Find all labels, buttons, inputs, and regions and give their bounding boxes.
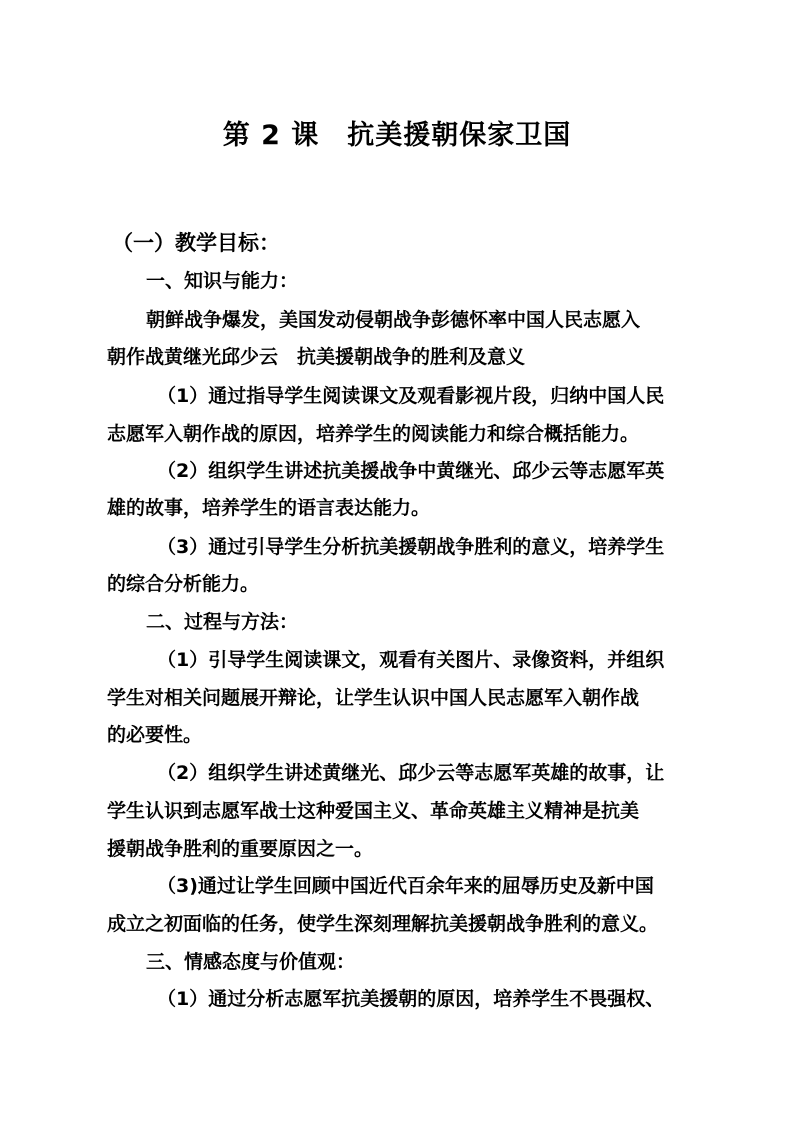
list-item-line: （1）引导学生阅读课文，观看有关图片、录像资料，并组织 [157,649,665,671]
paragraph-line: 援朝战争胜利的重要原因之一。 [107,838,374,860]
paragraph-line: 成立之初面临的任务，使学生深刻理解抗美援朝战争胜利的意义。 [107,913,659,935]
list-item-line: （3)通过让学生回顾中国近代百余年来的屈辱历史及新中国 [157,875,654,897]
page-title: 第 2 课 抗美援朝保家卫国 [222,120,572,151]
paragraph-line: 朝作战黄继光邱少云 抗美援朝战争的胜利及意义 [107,346,526,368]
list-item-line: （2）组织学生讲述黄继光、邱少云等志愿军英雄的故事，让 [157,762,665,784]
list-item-line: （2）组织学生讲述抗美援战争中黄继光、邱少云等志愿军英 [157,460,665,482]
subheading-process-method: 二、过程与方法： [146,611,299,633]
section-heading-teaching-goals: （一）教学目标： [112,231,280,255]
paragraph-line: 朝鲜战争爆发，美国发动侵朝战争彭德怀率中国人民志愿入 [146,309,641,331]
paragraph-line: 学生对相关问题展开辩论，让学生认识中国人民志愿军入朝作战 [107,687,640,709]
paragraph-line: 学生认识到志愿军战士这种爱国主义、革命英雄主义精神是抗美 [107,800,640,822]
list-item-line: （3）通过引导学生分析抗美援朝战争胜利的意义，培养学生 [157,536,665,558]
list-item-line: （1）通过指导学生阅读课文及观看影视片段，归纳中国人民 [157,385,665,407]
paragraph-line: 雄的故事，培养学生的语言表达能力。 [107,497,431,519]
subheading-knowledge-ability: 一、知识与能力： [146,270,299,292]
list-item-line: （1）通过分析志愿军抗美援朝的原因，培养学生不畏强权、 [157,988,665,1010]
paragraph-line: 志愿军入朝作战的原因，培养学生的阅读能力和综合概括能力。 [107,423,640,445]
paragraph-line: 的必要性。 [107,724,203,746]
subheading-emotion-values: 三、情感态度与价值观： [146,951,356,973]
paragraph-line: 的综合分析能力。 [107,573,260,595]
